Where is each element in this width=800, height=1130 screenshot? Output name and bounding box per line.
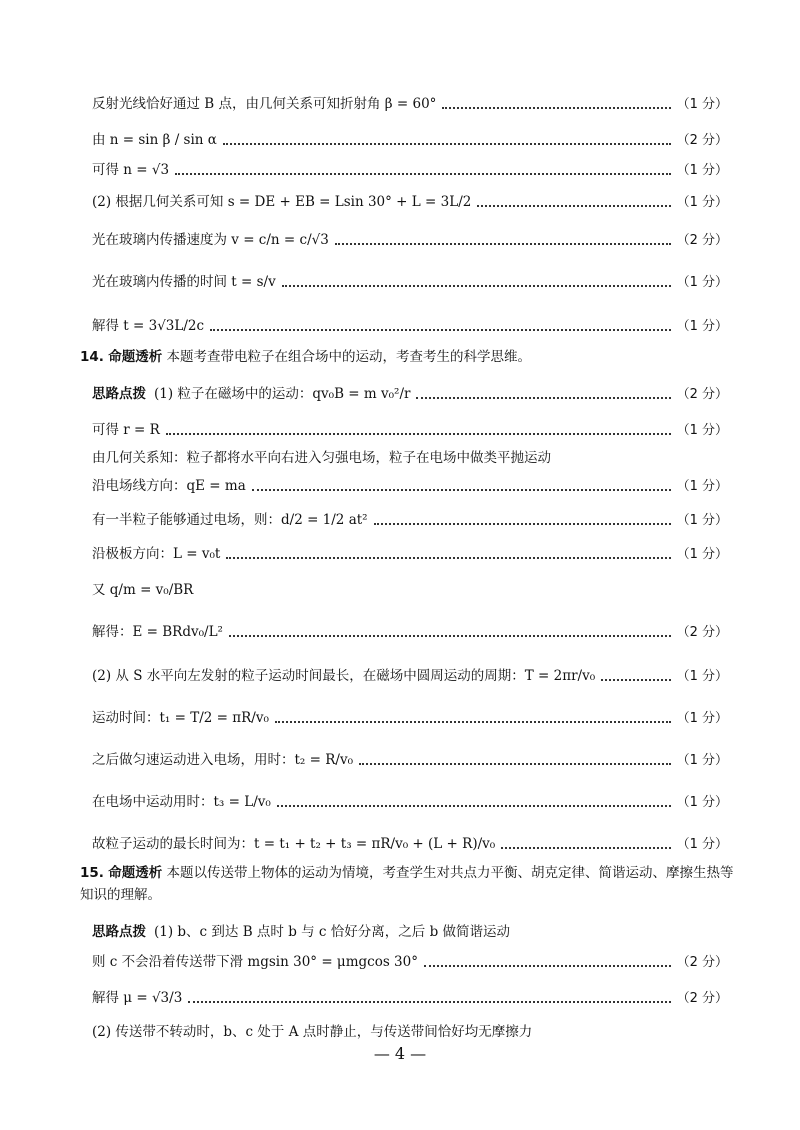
score-label: （2 分）: [676, 625, 728, 641]
leader-dots: [282, 285, 671, 287]
leader-dots: [223, 143, 671, 145]
score-label: （1 分）: [676, 423, 728, 439]
score-label: （1 分）: [676, 163, 728, 179]
leader-dots: [424, 965, 671, 967]
hint-tag: 思路点拨: [92, 386, 146, 402]
page-number: — 4 —: [373, 1044, 427, 1063]
line-text: 沿极板方向：L = v₀t: [92, 546, 221, 562]
leader-dots: [335, 243, 671, 245]
leader-dots: [175, 173, 671, 175]
score-label: （1 分）: [676, 275, 728, 291]
score-label: （2 分）: [676, 387, 728, 403]
line-text: 故粒子运动的最长时间为：t = t₁ + t₂ + t₃ = πR/v₀ + (L + R)/v₀: [92, 836, 496, 852]
answer-line: [92, 452, 728, 466]
question-number: 15.: [80, 865, 104, 881]
analysis-tag: 命题透析: [108, 349, 163, 365]
analysis-tag: 命题透析: [108, 865, 163, 881]
line-text: 运动时间：t₁ = T/2 = πR/v₀: [92, 710, 269, 726]
leader-dots: [277, 805, 671, 807]
leader-dots: [359, 763, 671, 765]
answer-line: [92, 134, 728, 148]
analysis-text: 本题考查带电粒子在组合场中的运动，考查考生的科学思维。: [166, 349, 532, 365]
line-text: (1) 粒子在磁场中的运动：qv₀B = m v₀²/r: [154, 386, 411, 402]
answer-line: [92, 584, 728, 598]
score-label: （1 分）: [676, 319, 728, 335]
score-label: （2 分）: [676, 955, 728, 971]
answer-line: [92, 926, 728, 940]
score-label: （1 分）: [676, 195, 728, 211]
line-text: (2) 传送带不转动时，b、c 处于 A 点时静止，与传送带间恰好均无摩擦力: [92, 1024, 533, 1040]
question-number: 14.: [80, 349, 104, 365]
score-label: （2 分）: [676, 991, 728, 1007]
leader-dots: [477, 205, 670, 207]
line-text: 解得 t = 3√3L/2c: [92, 318, 205, 334]
answer-line: [92, 514, 728, 528]
leader-dots: [601, 679, 670, 681]
answer-line: [92, 164, 728, 178]
leader-dots: [226, 557, 670, 559]
answer-line: [92, 234, 728, 248]
leader-dots: [188, 1001, 670, 1003]
line-text: 沿电场线方向：qE = ma: [92, 478, 246, 494]
line-text: 光在玻璃内传播的时间 t = s/v: [92, 274, 276, 290]
leader-dots: [252, 489, 671, 491]
question-14-heading: [80, 346, 740, 368]
score-label: （2 分）: [676, 133, 728, 149]
line-text: 之后做匀速运动进入电场，用时：t₂ = R/v₀: [92, 752, 353, 768]
analysis-text: 本题以传送带上物体的运动为情境，考查学生对共点力平衡、胡克定律、简谐运动、摩擦生热等知识的理解。: [80, 865, 734, 903]
line-text: (2) 从 S 水平向左发射的粒子运动时间最长，在磁场中圆周运动的周期：T = 2πr/v₀: [92, 668, 596, 684]
score-label: （1 分）: [676, 753, 728, 769]
line-text: 可得 r = R: [92, 422, 160, 438]
question-15-heading: [80, 862, 740, 906]
line-text: 解得 μ = √3/3: [92, 990, 183, 1006]
score-label: （1 分）: [676, 711, 728, 727]
answer-line: [92, 670, 728, 684]
answer-line: [92, 992, 728, 1006]
answer-line: [92, 796, 728, 810]
score-label: （1 分）: [676, 795, 728, 811]
answer-line: [92, 196, 728, 210]
line-text: 在电场中运动用时：t₃ = L/v₀: [92, 794, 271, 810]
answer-line: [92, 548, 728, 562]
line-text: 反射光线恰好通过 B 点，由几何关系可知折射角 β = 60°: [92, 96, 437, 112]
answer-line: [92, 754, 728, 768]
line-text: 又 q/m = v₀/BR: [92, 582, 194, 598]
answer-line: [92, 956, 728, 970]
score-label: （1 分）: [676, 513, 728, 529]
answer-line: [92, 480, 728, 494]
leader-dots: [442, 107, 670, 109]
line-text: 由几何关系知：粒子都将水平向右进入匀强电场，粒子在电场中做类平抛运动: [92, 450, 551, 466]
score-label: （1 分）: [676, 837, 728, 853]
answer-line: [92, 424, 728, 438]
leader-dots: [166, 433, 671, 435]
score-label: （2 分）: [676, 233, 728, 249]
line-text: 解得：E = BRdv₀/L²: [92, 624, 223, 640]
line-text: 可得 n = √3: [92, 162, 170, 178]
answer-line: [92, 626, 728, 640]
line-text: 则 c 不会沿着传送带下滑 mgsin 30° = μmgcos 30°: [92, 954, 418, 970]
answer-line: [92, 276, 728, 290]
line-text: 光在玻璃内传播速度为 v = c/n = c/√3: [92, 232, 329, 248]
leader-dots: [229, 635, 671, 637]
line-text: 有一半粒子能够通过电场，则：d/2 = 1/2 at²: [92, 512, 368, 528]
leader-dots: [275, 721, 671, 723]
answer-line: [92, 712, 728, 726]
leader-dots: [374, 523, 671, 525]
answer-line: [92, 98, 728, 112]
leader-dots: [416, 397, 670, 399]
line-text: (2) 根据几何关系可知 s = DE + EB = Lsin 30° + L = 3L/2: [92, 194, 472, 210]
answer-line: [92, 838, 728, 852]
score-label: （1 分）: [676, 547, 728, 563]
score-label: （1 分）: [676, 479, 728, 495]
score-label: （1 分）: [676, 669, 728, 685]
leader-dots: [210, 329, 671, 331]
score-label: （1 分）: [676, 97, 728, 113]
leader-dots: [501, 847, 670, 849]
line-text: 由 n = sin β / sin α: [92, 132, 217, 148]
answer-line: [92, 1026, 728, 1040]
answer-line: [92, 320, 728, 334]
answer-line: [92, 388, 728, 402]
hint-tag: 思路点拨: [92, 924, 146, 940]
line-text: (1) b、c 到达 B 点时 b 与 c 恰好分离，之后 b 做简谐运动: [154, 924, 511, 940]
